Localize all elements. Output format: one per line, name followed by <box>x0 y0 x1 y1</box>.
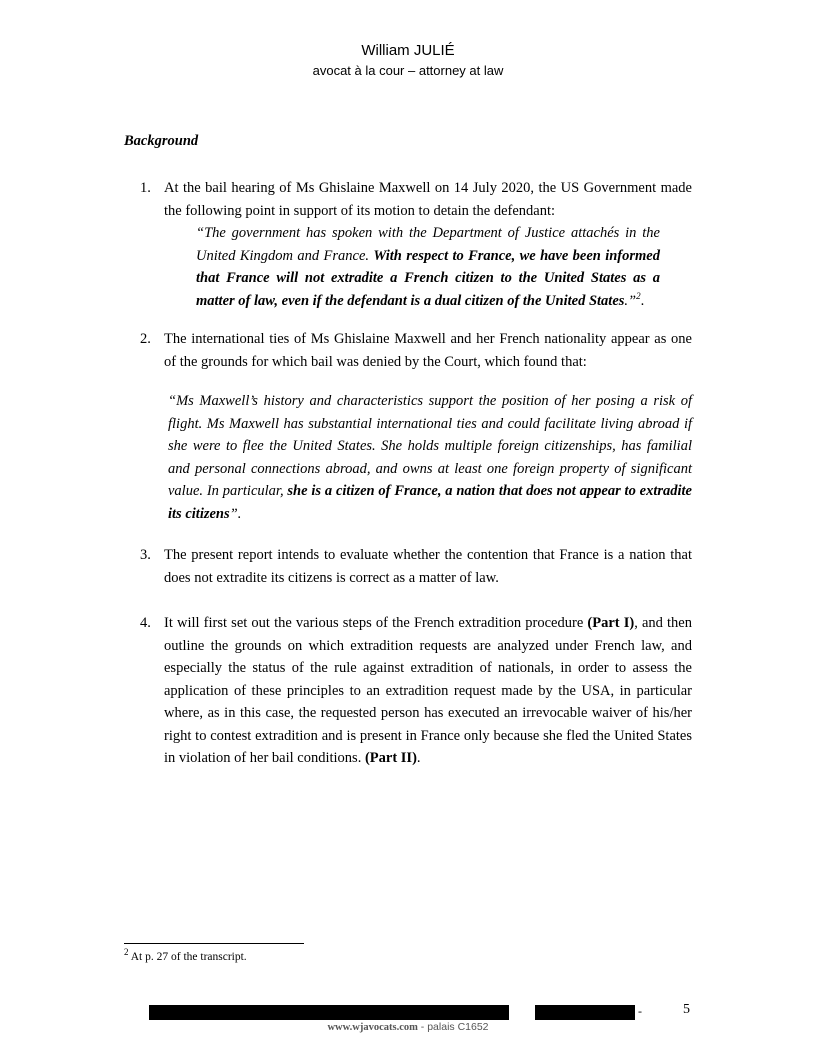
redaction-bar <box>535 1005 635 1020</box>
quote-end: .” <box>624 292 637 309</box>
paragraph-number: 2. <box>140 331 151 347</box>
footnote-text: At p. 27 of the transcript. <box>128 951 247 963</box>
redaction-bar <box>149 1005 509 1020</box>
quote-italic-text: “The government has spoken with the Department of Justice attachés in the United Kingdom and France. <box>196 225 660 264</box>
footer-url[interactable]: www.wjavocats.com <box>327 1022 418 1033</box>
attorney-name: William JULIÉ <box>361 42 455 59</box>
footer-address <box>0 1021 816 1033</box>
footnote-number: 2 <box>124 947 129 958</box>
text-segment: . <box>416 750 421 766</box>
quote-after: . <box>640 292 645 309</box>
paragraph-intro: The international ties of Ms Ghislaine Maxwell and her French nationality appear as one of the grounds for which bail was denied by the Court, which found that: <box>164 331 692 370</box>
attorney-title: avocat à la cour – attorney at law <box>312 63 504 78</box>
footnote-divider <box>124 943 304 944</box>
paragraph-text <box>164 612 692 770</box>
paragraph-number: 3. <box>140 547 151 563</box>
footnote-reference[interactable]: 2 <box>636 290 641 301</box>
paragraph-text: The present report intends to evaluate whether the contention that France is a nation that does not extradite its citizens is correct as a matter of law. <box>164 547 692 586</box>
government-quote <box>196 222 660 312</box>
quote-bold-text: With respect to France, we have been informed that France will not extradite a French citizen to the United States as a matter of law, even if the defendant is a dual citizen of the United States <box>196 247 660 309</box>
quote-bold-text: she is a citizen of France, a nation that does not appear to extradite its citizens <box>168 483 692 522</box>
footer-palais: palais C1652 <box>427 1021 489 1033</box>
paragraph-4 <box>140 612 692 770</box>
paragraph-number: 1. <box>140 180 151 196</box>
section-heading: Background <box>124 133 199 149</box>
part-two-ref: (Part II) <box>364 750 417 766</box>
quote-end: ”. <box>229 505 242 522</box>
footnote <box>124 947 247 963</box>
part-one-ref: (Part I) <box>587 615 635 631</box>
footer-separator: - <box>417 1021 428 1033</box>
paragraph-3 <box>140 544 692 589</box>
quote-italic-text: “Ms Maxwell’s history and characteristics support the position of her posing a risk of flight. Ms Maxwell has substantial international ties and could facilitate living abroad if she were to flee the United States. She holds multiple foreign citizenships, has familial and personal connections abroad, and owns at least one foreign property of significant value. In particular, <box>168 393 692 499</box>
paragraph-intro: At the bail hearing of Ms Ghislaine Maxwell on 14 July 2020, the US Government made the following point in support of its motion to detain the defendant: <box>164 180 692 219</box>
court-quote <box>168 390 692 525</box>
text-segment: , and then outline the grounds on which extradition requests are analyzed under French law, and especially the status of the rule against extradition of nationals, in order to assess the application of these principles to an extradition request made by the USA, in particular where, as in this case, the requested person has executed an irrevocable waiver of his/her right to contest extradition and is present in France only because she fled the United States in violation of her bail conditions. <box>164 615 692 766</box>
text-segment: It will first set out the various steps of the French extradition procedure <box>164 615 588 631</box>
footer-dash: - <box>638 1004 642 1018</box>
paragraph-number: 4. <box>140 615 151 631</box>
letterhead <box>0 40 816 80</box>
paragraph-2 <box>140 328 692 525</box>
page-number: 5 <box>683 1002 690 1017</box>
paragraph-1 <box>140 177 692 312</box>
